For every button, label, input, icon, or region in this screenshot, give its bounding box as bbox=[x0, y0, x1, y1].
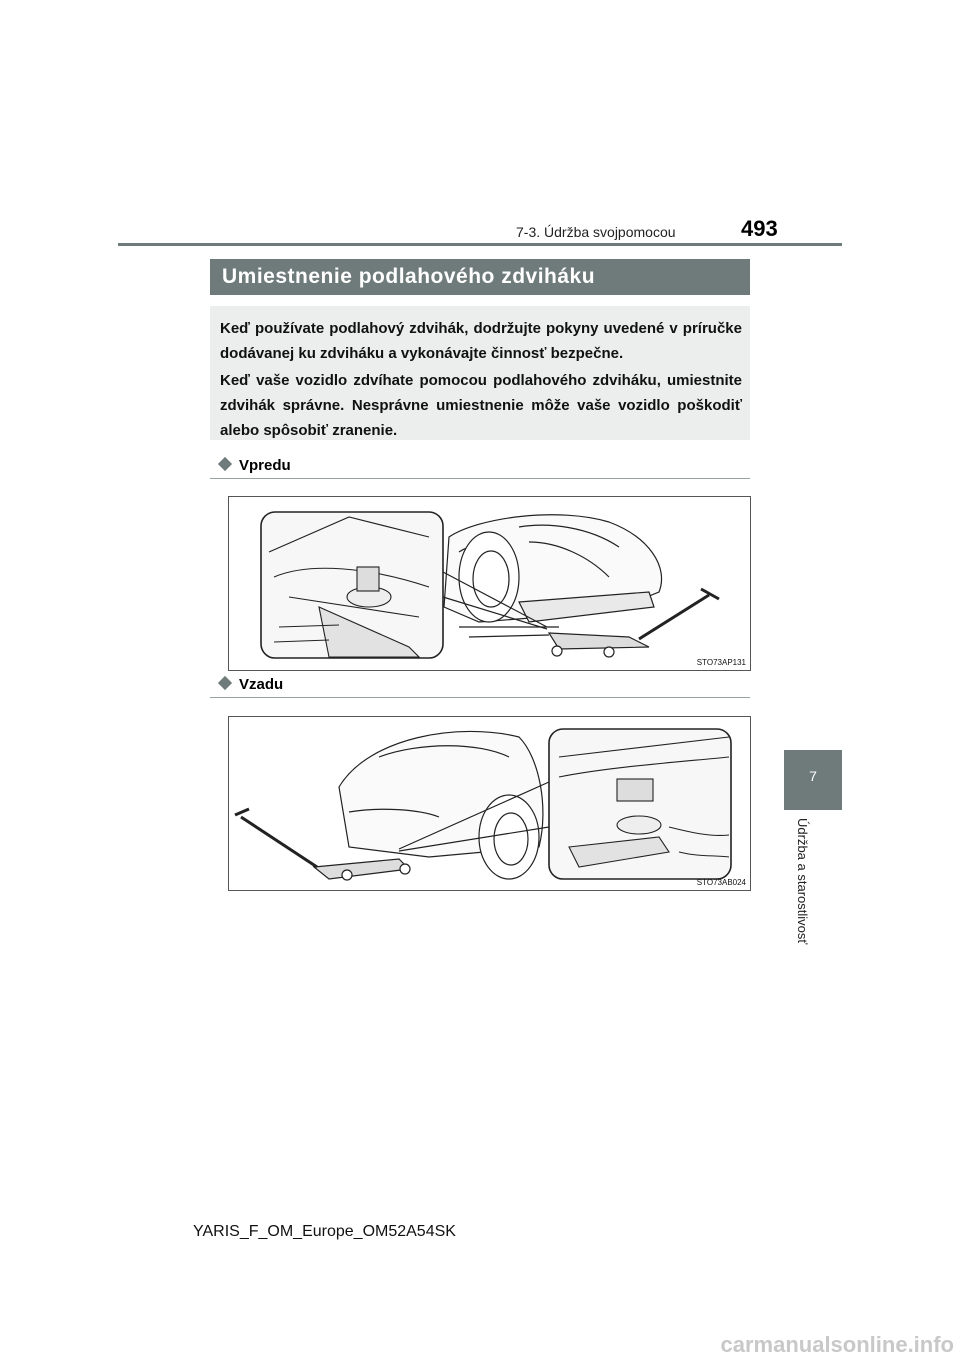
chapter-number: 7 bbox=[809, 768, 817, 784]
section-heading-rear-label: Vzadu bbox=[239, 676, 284, 693]
figure-code-rear: STO73AB024 bbox=[696, 878, 746, 887]
chapter-tab bbox=[784, 750, 842, 810]
document-id: YARIS_F_OM_Europe_OM52A54SK bbox=[193, 1223, 456, 1240]
section-rule-front bbox=[210, 478, 750, 479]
rear-jack-illustration bbox=[229, 717, 750, 890]
figure-code-front: STO73AP131 bbox=[696, 658, 746, 667]
page-title-bar bbox=[210, 259, 750, 295]
diamond-bullet-icon bbox=[218, 676, 232, 690]
section-heading-rear bbox=[220, 676, 283, 693]
front-jack-illustration bbox=[229, 497, 750, 670]
intro-paragraph-1: Keď používate podlahový zdvihák, dodržujte pokyny uvedené v príručke dodávanej ku zdviháku a vykonávajte činnosť bezpečne. bbox=[220, 320, 742, 362]
section-rule-rear bbox=[210, 697, 750, 698]
figure-rear-jack bbox=[228, 716, 751, 891]
section-title: 7-3. Údržba svojpomocou bbox=[516, 224, 676, 240]
diamond-bullet-icon bbox=[218, 457, 232, 471]
chapter-title: Údržba a starostlivosť bbox=[795, 818, 810, 945]
intro-box bbox=[210, 306, 750, 440]
figure-front-jack bbox=[228, 496, 751, 671]
section-heading-front bbox=[220, 457, 291, 474]
watermark: carmanualsonline.info bbox=[720, 1332, 954, 1357]
page-title: Umiestnenie podlahového zdviháku bbox=[222, 265, 596, 288]
section-heading-front-label: Vpredu bbox=[239, 457, 291, 474]
intro-paragraph-2: Keď vaše vozidlo zdvíhate pomocou podlahového zdviháku, umiestnite zdvihák správne. Nesprávne umiestnenie môže vaše vozidlo poškodiť alebo spôsobiť zranenie. bbox=[220, 372, 742, 439]
header-divider bbox=[118, 243, 842, 246]
page-number: 493 bbox=[741, 216, 778, 241]
